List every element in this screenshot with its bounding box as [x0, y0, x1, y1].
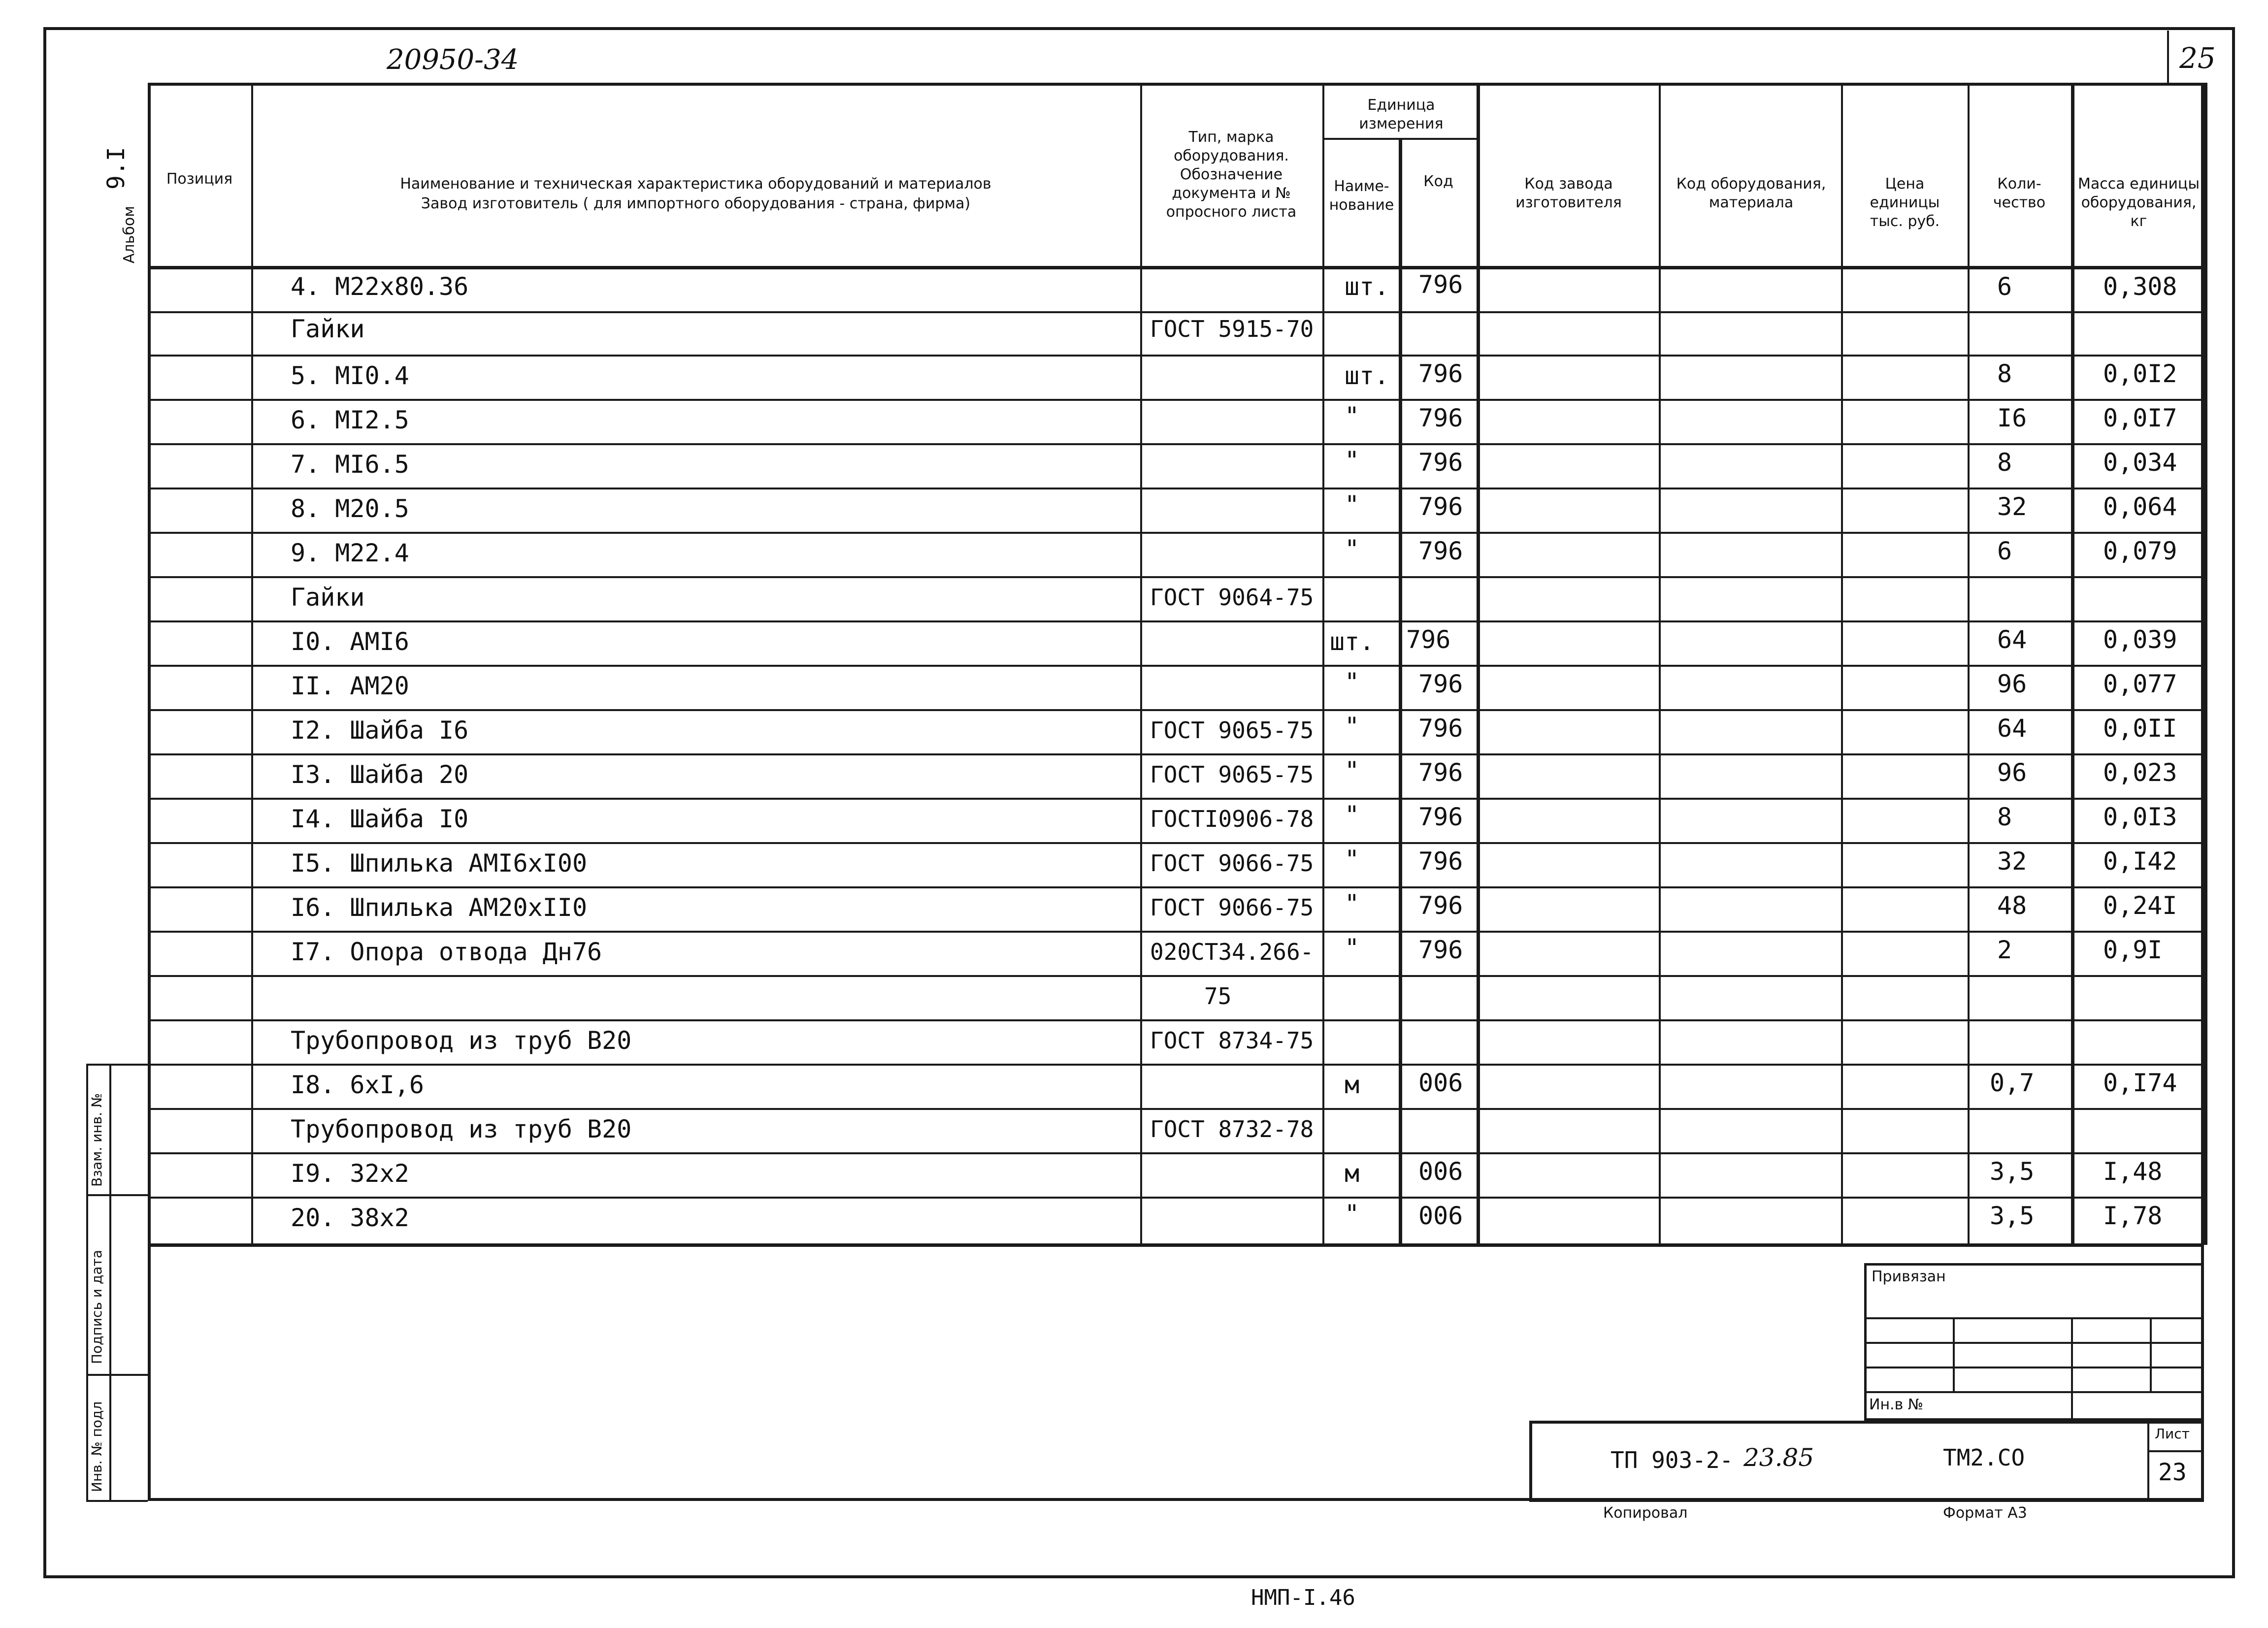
col-line-6 — [1659, 83, 1661, 1245]
stamp-row-2 — [86, 1374, 148, 1376]
row-code: 796 — [1418, 714, 1463, 743]
row-sep — [148, 1064, 2204, 1066]
row-code: 796 — [1418, 359, 1463, 388]
row-mass: 0,24I — [2103, 891, 2177, 920]
format-label: Формат А3 — [1943, 1504, 2027, 1522]
doc-number: 20950-34 — [387, 44, 519, 76]
row-name: 7. МI6.5 — [291, 450, 409, 479]
table-bottom — [148, 1243, 2204, 1247]
row-mass: 0,0I3 — [2103, 803, 2177, 831]
header-unit-code: Код — [1423, 173, 1453, 190]
col-line-9 — [2071, 83, 2074, 1245]
header-qty: Коли- чество — [1993, 175, 2046, 211]
row-sep — [148, 1197, 2204, 1199]
stamp-row-1 — [86, 1194, 148, 1196]
row-name: I7. Опора отвода Дн76 — [291, 938, 602, 966]
row-sep — [148, 576, 2204, 578]
corner-divider — [2167, 31, 2169, 83]
row-unit: " — [1345, 490, 1360, 519]
row-code: 796 — [1418, 936, 1463, 964]
row-sep — [148, 1108, 2204, 1110]
row-qty: 8 — [1997, 448, 2012, 477]
header-type: Тип, марка оборудования. Обозначение документа и № опросного листа — [1166, 129, 1297, 221]
row-sep — [148, 665, 2204, 667]
header-unit-name: Наиме- нование — [1329, 178, 1394, 214]
row-sep — [148, 842, 2204, 844]
row-sep — [148, 1152, 2204, 1154]
row-name: 6. МI2.5 — [291, 406, 409, 434]
row-sep — [148, 355, 2204, 357]
row-mass: 0,079 — [2103, 537, 2177, 565]
row-unit: " — [1345, 712, 1360, 741]
row-code: 006 — [1418, 1202, 1463, 1230]
row-mass: 0,039 — [2103, 625, 2177, 654]
row-qty: 6 — [1997, 272, 2012, 301]
album-number: 9.I — [102, 147, 130, 190]
list-split — [2147, 1450, 2204, 1452]
row-sep — [148, 753, 2204, 755]
stamp-divider — [109, 1064, 111, 1501]
row-mass: 0,0II — [2103, 714, 2177, 743]
list-number: 23 — [2158, 1459, 2187, 1486]
row-mass: 0,0I7 — [2103, 404, 2177, 432]
row-mass: 0,023 — [2103, 758, 2177, 787]
row-name: I6. Шпилька АМ20хII0 — [291, 893, 588, 922]
row-doc: ГОСТ 9065-75 — [1150, 761, 1314, 788]
stamp-label-podpis: Подпись и дата — [89, 1250, 105, 1364]
row-name: 9. М22.4 — [291, 539, 409, 567]
col-line-7 — [1841, 83, 1843, 1245]
row-name: I2. Шайба I6 — [291, 716, 469, 745]
row-code: 006 — [1418, 1069, 1463, 1097]
row-sep — [148, 709, 2204, 711]
header-factory-code: Код завода изготовителя — [1515, 175, 1622, 211]
row-unit: " — [1345, 1200, 1360, 1228]
row-qty: 96 — [1997, 758, 2027, 787]
row-name: Трубопровод из труб В20 — [291, 1115, 632, 1143]
row-sep — [148, 1019, 2204, 1021]
row-qty: 8 — [1997, 803, 2012, 831]
row-mass: 0,I42 — [2103, 847, 2177, 876]
row-qty: 96 — [1997, 670, 2027, 698]
privyazan-col — [2071, 1317, 2073, 1421]
row-qty: 48 — [1997, 891, 2027, 920]
row-doc: ГОСТ 9065-75 — [1150, 717, 1314, 744]
row-qty: 6 — [1997, 537, 2012, 565]
row-unit: шт. — [1345, 272, 1389, 301]
row-unit: шт. — [1345, 361, 1389, 390]
row-name: II. АМ20 — [291, 672, 409, 700]
row-qty: 64 — [1997, 625, 2027, 654]
row-name: I8. 6хI,6 — [291, 1071, 424, 1099]
stamp-bottom — [86, 1500, 148, 1502]
row-unit: " — [1345, 934, 1360, 962]
album-label: Альбом — [121, 206, 138, 263]
row-name: I9. 32х2 — [291, 1159, 409, 1188]
row-code: 796 — [1418, 847, 1463, 876]
mark-code: ТМ2.СО — [1943, 1444, 2025, 1471]
row-code: 796 — [1418, 270, 1463, 299]
row-code: 796 — [1418, 891, 1463, 920]
privyazan-row — [1864, 1367, 2204, 1368]
row-doc: ГОСТ 9066-75 — [1150, 894, 1314, 921]
privyazan-col — [2150, 1317, 2152, 1391]
inv-no-label: Ин.в № — [1869, 1396, 1924, 1413]
header-bottom — [148, 266, 2204, 269]
sheet-corner-number: 25 — [2179, 41, 2216, 75]
row-code: 796 — [1418, 492, 1463, 521]
row-name: I5. Шпилька АМI6хI00 — [291, 849, 588, 878]
row-mass: 0,I74 — [2103, 1069, 2177, 1097]
row-unit: шт. — [1330, 627, 1375, 656]
row-mass: 0,064 — [2103, 492, 2177, 521]
col-line-10 — [2204, 83, 2207, 1245]
header-mass: Масса единицы оборудования, кг — [2077, 175, 2200, 230]
row-code: 796 — [1418, 448, 1463, 477]
privyazan-row — [1864, 1342, 2204, 1344]
header-name-line1: Наименование и техническая характеристика оборудований и материалов — [400, 175, 991, 193]
row-mass: 0,308 — [2103, 272, 2177, 301]
col-line-2 — [1140, 83, 1142, 1245]
unit-header-split — [1322, 138, 1477, 140]
col-line-4 — [1399, 138, 1402, 1245]
row-doc: ГОСТ 9066-75 — [1150, 850, 1314, 877]
row-sep — [148, 532, 2204, 534]
row-sep — [148, 886, 2204, 888]
col-line-5 — [1477, 83, 1480, 1245]
row-mass: 0,0I2 — [2103, 359, 2177, 388]
row-name: 4. М22х80.36 — [291, 272, 469, 301]
row-name: Гайки — [291, 315, 365, 343]
col-line-3 — [1322, 83, 1324, 1245]
row-mass: 0,9I — [2103, 936, 2163, 964]
row-code: 796 — [1418, 758, 1463, 787]
row-doc: ГОСТ 5915-70 — [1150, 316, 1314, 342]
privyazan-col — [1953, 1317, 1955, 1391]
row-qty: 8 — [1997, 359, 2012, 388]
row-sep — [148, 488, 2204, 489]
stamp-left-edge — [86, 1064, 88, 1501]
row-code: 796 — [1406, 625, 1451, 654]
list-divider — [2147, 1421, 2149, 1502]
row-doc: 75 — [1204, 983, 1232, 1009]
row-doc: ГОСТI0906-78 — [1150, 806, 1314, 832]
row-sep — [148, 311, 2204, 313]
row-code: 796 — [1418, 404, 1463, 432]
row-mass: I,78 — [2103, 1202, 2163, 1230]
row-code: 796 — [1418, 537, 1463, 565]
row-unit: " — [1345, 801, 1360, 829]
row-mass: I,48 — [2103, 1157, 2163, 1186]
row-unit: м — [1345, 1071, 1360, 1099]
stamp-label-inv: Инв. № подл — [89, 1401, 105, 1492]
row-name: 5. МI0.4 — [291, 361, 409, 390]
row-sep — [148, 931, 2204, 933]
stamp-top — [86, 1064, 148, 1066]
row-mass: 0,077 — [2103, 670, 2177, 698]
row-name: I4. Шайба I0 — [291, 805, 469, 833]
row-unit: м — [1345, 1159, 1360, 1188]
row-name: 20. 38х2 — [291, 1204, 409, 1232]
row-sep — [148, 443, 2204, 445]
privyazan-label: Привязан — [1872, 1268, 1946, 1285]
row-name: 8. М20.5 — [291, 494, 409, 523]
header-price: Цена единицы тыс. руб. — [1870, 175, 1940, 230]
row-doc: 020СТ34.266- — [1150, 939, 1314, 965]
row-qty: 32 — [1997, 492, 2027, 521]
row-doc: ГОСТ 8734-75 — [1150, 1027, 1314, 1054]
row-unit: " — [1345, 845, 1360, 874]
row-name: I3. Шайба 20 — [291, 760, 469, 789]
row-unit: " — [1345, 756, 1360, 785]
header-position: Позиция — [166, 170, 233, 188]
header-name-line2: Завод изготовитель ( для импортного оборудования - страна, фирма) — [421, 195, 971, 212]
row-qty: 3,5 — [1990, 1157, 2035, 1186]
row-sep — [148, 798, 2204, 800]
row-doc: ГОСТ 8732-78 — [1150, 1116, 1314, 1142]
row-code: 796 — [1418, 670, 1463, 698]
row-name: Трубопровод из труб В20 — [291, 1026, 632, 1055]
row-code: 796 — [1418, 803, 1463, 831]
row-sep — [148, 399, 2204, 401]
row-qty: I6 — [1997, 404, 2027, 432]
row-sep — [148, 975, 2204, 977]
row-unit: " — [1345, 402, 1360, 430]
row-qty: 3,5 — [1990, 1202, 2035, 1230]
stamp-label-vzam: Взам. инв. № — [89, 1093, 105, 1187]
privyazan-row — [1864, 1317, 2204, 1319]
privyazan-row — [1864, 1391, 2204, 1393]
project-code-hand: 23.85 — [1743, 1443, 1814, 1472]
row-mass: 0,034 — [2103, 448, 2177, 477]
row-qty: 64 — [1997, 714, 2027, 743]
header-unit: Единица измерения — [1359, 97, 1444, 132]
col-line-1 — [251, 83, 253, 1245]
row-sep — [148, 620, 2204, 622]
row-qty: 0,7 — [1990, 1069, 2035, 1097]
row-qty: 32 — [1997, 847, 2027, 876]
footer-code: НМП-I.46 — [1251, 1585, 1355, 1610]
row-qty: 2 — [1997, 936, 2012, 964]
list-label: Лист — [2155, 1426, 2190, 1442]
header-equip-code: Код оборудования, материала — [1676, 175, 1826, 211]
row-unit: " — [1345, 535, 1360, 563]
row-unit: " — [1345, 668, 1360, 696]
col-line-8 — [1968, 83, 1970, 1245]
copied-label: Копировал — [1603, 1504, 1688, 1522]
row-unit: " — [1345, 889, 1360, 918]
row-name: I0. АМI6 — [291, 627, 409, 656]
row-code: 006 — [1418, 1157, 1463, 1186]
row-doc: ГОСТ 9064-75 — [1150, 584, 1314, 611]
row-name: Гайки — [291, 583, 365, 612]
project-code: ТП 903-2- — [1611, 1447, 1734, 1473]
row-unit: " — [1345, 446, 1360, 475]
